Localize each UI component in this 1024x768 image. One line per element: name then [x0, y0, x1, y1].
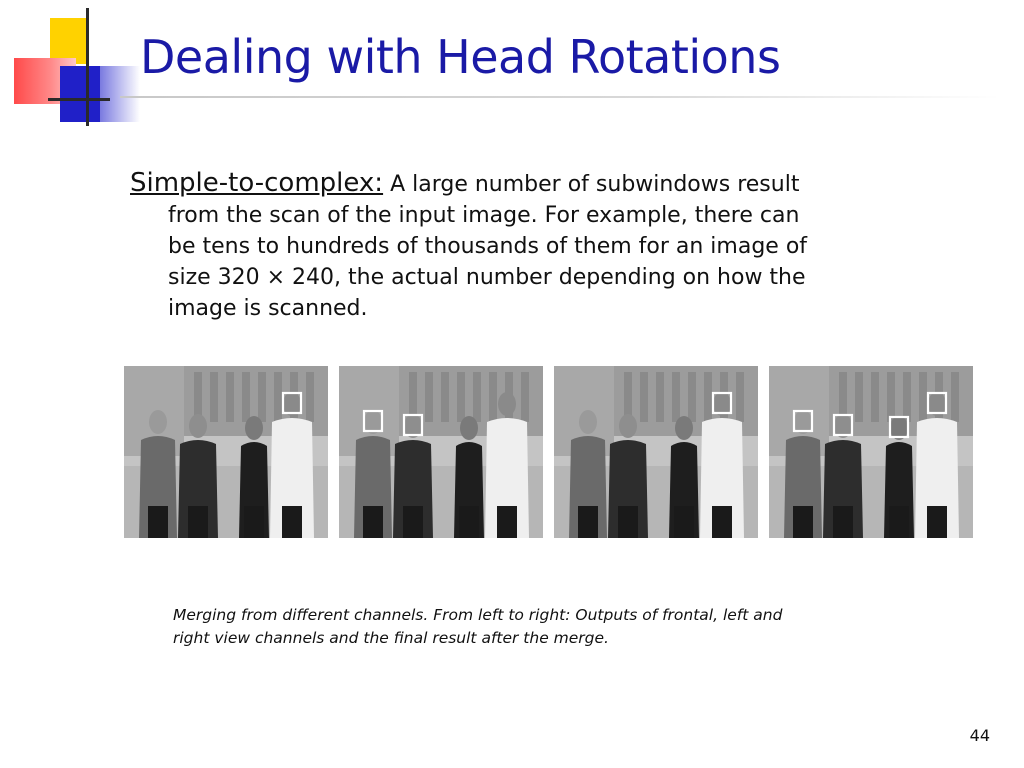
slide-logo	[0, 0, 140, 130]
logo-horizontal-line	[48, 98, 110, 101]
logo-vertical-line	[86, 8, 89, 126]
right-view-output-photo	[554, 366, 758, 538]
caption-line-2: right view channels and the final result after the merge.	[173, 629, 609, 647]
left-view-output-photo	[339, 366, 543, 538]
page-number: 44	[969, 726, 990, 745]
slide-title: Dealing with Head Rotations	[140, 30, 781, 84]
title-underline	[120, 96, 1000, 98]
body-line-3: be tens to hundreds of thousands of them for an image of	[168, 234, 808, 259]
term-label: Simple-to-complex:	[130, 168, 384, 198]
body-line-2: from the scan of the input image. For example, there can	[168, 203, 800, 228]
body-first-line	[130, 168, 910, 200]
logo-blue-square	[60, 66, 100, 122]
caption-line-1: Merging from different channels. From left to right: Outputs of frontal, left and	[173, 606, 783, 624]
merged-final-result-photo	[769, 366, 973, 538]
body-line-4: size 320 × 240, the actual number depending on how the	[168, 265, 806, 290]
body-line-5: image is scanned.	[168, 296, 368, 321]
body-paragraph	[130, 168, 910, 324]
figure-caption	[173, 604, 893, 650]
logo-blue-fade	[100, 66, 140, 122]
frontal-view-output-photo	[124, 366, 328, 538]
figure-strip	[124, 366, 974, 540]
body-line-1: A large number of subwindows result	[390, 172, 800, 197]
